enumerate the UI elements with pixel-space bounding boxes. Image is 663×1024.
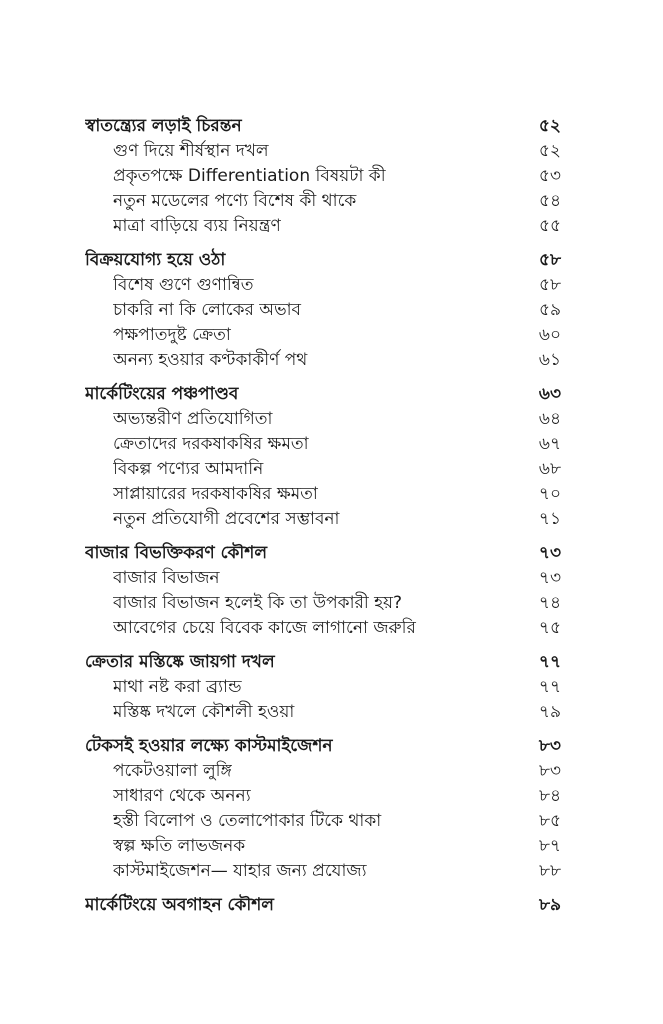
entry-title: নতুন প্রতিযোগী প্রবেশের সম্ভাবনা — [113, 509, 340, 529]
entry-page-number: ৭৫ — [538, 618, 561, 638]
chapter-page-number: ৫২ — [538, 116, 561, 136]
chapter-title: স্বাতন্ত্র্যের লড়াই চিরন্তন — [85, 116, 242, 136]
entry-title: বিশেষ গুণে গুণান্বিত — [113, 275, 254, 295]
entry-title: বাজার বিভাজন — [113, 568, 220, 588]
toc-entry-row — [85, 482, 561, 507]
entry-page-number: ৬০ — [538, 325, 561, 345]
entry-title: প্রকৃতপক্ষে Differentiation বিষয়টা কী — [113, 166, 386, 186]
entry-page-number: ৫৯ — [538, 300, 561, 320]
toc-section — [85, 541, 561, 641]
toc-chapter-row — [85, 734, 561, 759]
entry-title: স্বল্প ক্ষতি লাভজনক — [113, 836, 246, 856]
chapter-page-number: ৮৯ — [538, 895, 561, 915]
entry-title: অভ্যন্তরীণ প্রতিযোগিতা — [113, 409, 273, 429]
entry-page-number: ৬৮ — [538, 459, 561, 479]
chapter-title: টেকসই হওয়ার লক্ষ্যে কাস্টমাইজেশন — [85, 736, 333, 756]
chapter-page-number: ৮৩ — [538, 736, 561, 756]
entry-page-number: ৬৭ — [538, 434, 561, 454]
toc-entry-row — [85, 348, 561, 373]
entry-title: বিকল্প পণ্যের আমদানি — [113, 459, 264, 479]
table-of-contents — [85, 114, 561, 918]
chapter-page-number: ৭৭ — [538, 652, 561, 672]
chapter-title: বাজার বিভক্তিকরণ কৌশল — [85, 543, 267, 563]
entry-title: গুণ দিয়ে শীর্ষস্থান দখল — [113, 141, 269, 161]
toc-entry-row — [85, 214, 561, 239]
entry-page-number: ৮৮ — [538, 861, 561, 881]
toc-entry-row — [85, 507, 561, 532]
toc-section — [85, 650, 561, 725]
toc-entry-row — [85, 700, 561, 725]
entry-title: আবেগের চেয়ে বিবেক কাজে লাগানো জরুরি — [113, 618, 416, 638]
toc-chapter-row — [85, 650, 561, 675]
entry-title: বাজার বিভাজন হলেই কি তা উপকারী হয়? — [113, 593, 403, 613]
toc-chapter-row — [85, 541, 561, 566]
toc-entry-row — [85, 616, 561, 641]
chapter-title: মার্কেটিংয়ে অবগাহন কৌশল — [85, 895, 274, 915]
toc-chapter-row — [85, 114, 561, 139]
toc-entry-row — [85, 407, 561, 432]
entry-page-number: ৭৩ — [538, 568, 561, 588]
chapter-page-number: ৫৮ — [538, 250, 561, 270]
toc-chapter-row — [85, 382, 561, 407]
toc-section — [85, 893, 561, 918]
toc-section — [85, 382, 561, 532]
toc-section — [85, 734, 561, 884]
entry-page-number: ৭৭ — [538, 677, 561, 697]
chapter-title: ক্রেতার মস্তিষ্কে জায়গা দখল — [85, 652, 275, 672]
toc-section — [85, 114, 561, 239]
entry-title: চাকরি না কি লোকের অভাব — [113, 300, 302, 320]
toc-entry-row — [85, 759, 561, 784]
toc-section — [85, 248, 561, 373]
entry-page-number: ৭৯ — [538, 702, 561, 722]
toc-entry-row — [85, 432, 561, 457]
entry-page-number: ৬১ — [538, 350, 561, 370]
entry-page-number: ৮৩ — [538, 761, 561, 781]
chapter-page-number: ৭৩ — [538, 543, 561, 563]
entry-page-number: ৫৩ — [538, 166, 561, 186]
entry-page-number: ৮৭ — [538, 836, 561, 856]
entry-title: মাথা নষ্ট করা ব্র্যান্ড — [113, 677, 242, 697]
entry-title: মাত্রা বাড়িয়ে ব্যয় নিয়ন্ত্রণ — [113, 216, 281, 236]
toc-entry-row — [85, 675, 561, 700]
entry-page-number: ৬৪ — [538, 409, 561, 429]
toc-entry-row — [85, 323, 561, 348]
toc-entry-row — [85, 457, 561, 482]
entry-title: মস্তিষ্ক দখলে কৌশলী হওয়া — [113, 702, 295, 722]
entry-page-number: ৭০ — [538, 484, 561, 504]
toc-entry-row — [85, 809, 561, 834]
toc-entry-row — [85, 784, 561, 809]
toc-entry-row — [85, 139, 561, 164]
entry-page-number: ৮৪ — [538, 786, 561, 806]
chapter-title: বিক্রয়যোগ্য হয়ে ওঠা — [85, 250, 226, 270]
toc-entry-row — [85, 189, 561, 214]
toc-chapter-row — [85, 893, 561, 918]
entry-page-number: ৭১ — [538, 509, 561, 529]
entry-page-number: ৭৪ — [538, 593, 561, 613]
toc-entry-row — [85, 859, 561, 884]
entry-title: অনন্য হওয়ার কণ্টকাকীর্ণ পথ — [113, 350, 308, 370]
entry-page-number: ৮৫ — [538, 811, 561, 831]
entry-title: নতুন মডেলের পণ্যে বিশেষ কী থাকে — [113, 191, 357, 211]
entry-title: পকেটওয়ালা লুঙ্গি — [113, 761, 232, 781]
entry-page-number: ৫৪ — [538, 191, 561, 211]
toc-entry-row — [85, 164, 561, 189]
entry-title: সাপ্লায়ারের দরকষাকষির ক্ষমতা — [113, 484, 318, 504]
toc-entry-row — [85, 591, 561, 616]
entry-title: কাস্টমাইজেশন— যাহার জন্য প্রযোজ্য — [113, 861, 367, 881]
chapter-title: মার্কেটিংয়ের পঞ্চপাণ্ডব — [85, 384, 239, 404]
entry-page-number: ৫৫ — [538, 216, 561, 236]
entry-title: পক্ষপাতদুষ্ট ক্রেতা — [113, 325, 231, 345]
toc-chapter-row — [85, 248, 561, 273]
entry-title: সাধারণ থেকে অনন্য — [113, 786, 251, 806]
entry-title: হস্তী বিলোপ ও তেলাপোকার টিকে থাকা — [113, 811, 382, 831]
toc-entry-row — [85, 273, 561, 298]
entry-page-number: ৫৮ — [538, 275, 561, 295]
toc-entry-row — [85, 298, 561, 323]
chapter-page-number: ৬৩ — [538, 384, 561, 404]
toc-entry-row — [85, 834, 561, 859]
toc-entry-row — [85, 566, 561, 591]
entry-title: ক্রেতাদের দরকষাকষির ক্ষমতা — [113, 434, 309, 454]
entry-page-number: ৫২ — [538, 141, 561, 161]
